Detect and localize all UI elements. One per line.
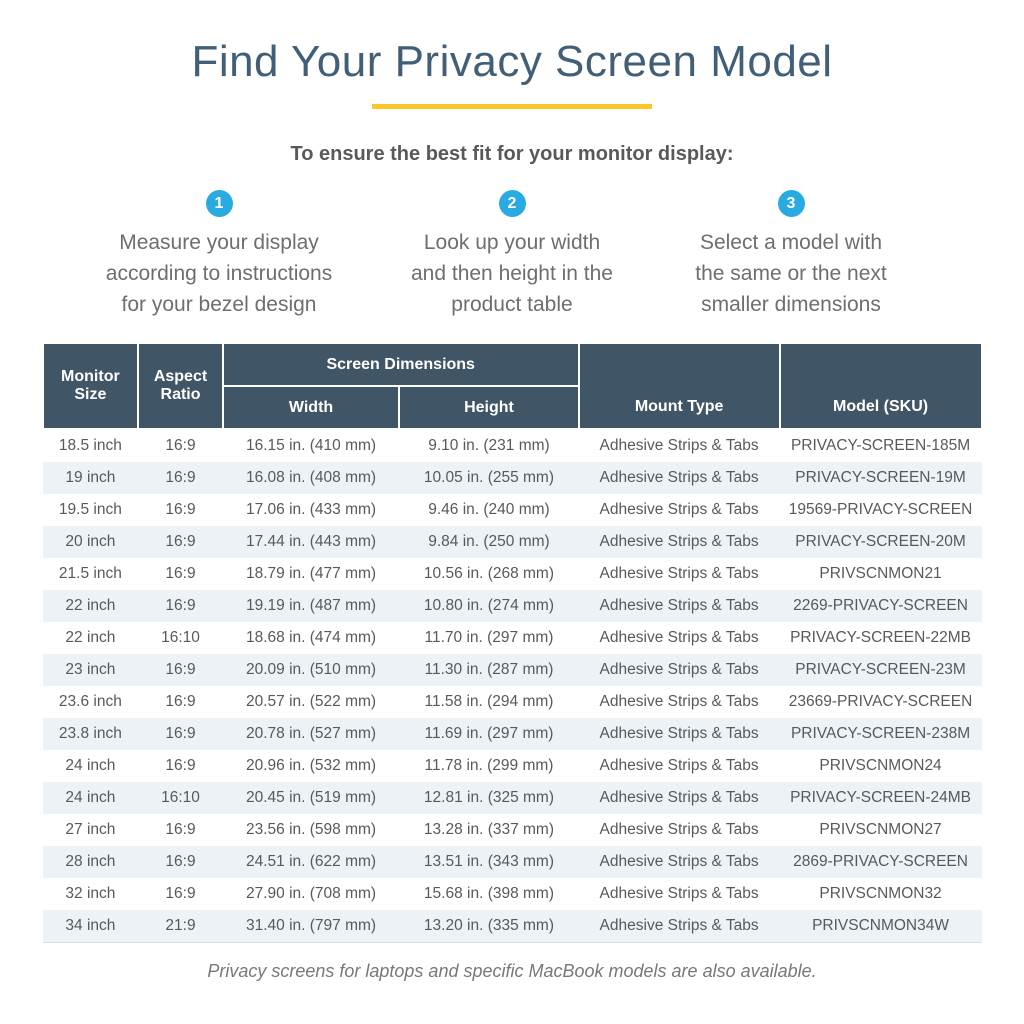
- width-cell: 20.09 in. (510 mm): [245, 661, 377, 679]
- model-sku-cell: 2269-PRIVACY-SCREEN: [793, 597, 968, 615]
- step-text-line: smaller dimensions: [701, 293, 881, 317]
- step-text-line: Select a model with: [699, 231, 883, 255]
- monitor-size-cell: 24 inch: [65, 789, 116, 807]
- aspect-ratio-cell: 16:9: [165, 725, 196, 743]
- product-table: [42, 342, 983, 943]
- table-row: [43, 558, 982, 590]
- step-1-text: [60, 227, 378, 320]
- title-underline: [372, 104, 652, 109]
- monitor-size-cell: 23.6 inch: [58, 693, 122, 711]
- width-cell: 20.45 in. (519 mm): [245, 789, 377, 807]
- aspect-ratio-cell: 16:9: [165, 565, 196, 583]
- monitor-size-cell: 27 inch: [65, 821, 116, 839]
- monitor-size-cell: 23.8 inch: [58, 725, 122, 743]
- table-row: [43, 654, 982, 686]
- model-sku-cell: PRIVSCNMON27: [819, 821, 942, 839]
- aspect-ratio-cell: 16:9: [165, 469, 196, 487]
- table-row: [43, 846, 982, 878]
- model-sku-cell: PRIVACY-SCREEN-23M: [795, 661, 966, 679]
- aspect-ratio-cell: 16:9: [165, 821, 196, 839]
- monitor-size-cell: 22 inch: [65, 629, 116, 647]
- aspect-ratio-cell: 16:9: [165, 597, 196, 615]
- aspect-ratio-cell: 16:9: [165, 757, 196, 775]
- col-header-aspect-ratio: Aspect Ratio: [138, 343, 223, 429]
- model-sku-cell: 23669-PRIVACY-SCREEN: [788, 693, 973, 711]
- aspect-ratio-cell: 16:10: [161, 629, 200, 647]
- mount-type-cell: Adhesive Strips & Tabs: [599, 853, 759, 871]
- table-row: [43, 686, 982, 718]
- aspect-ratio-cell: 16:9: [165, 853, 196, 871]
- step-text-line: the same or the next: [695, 262, 887, 286]
- step-text-line: product table: [451, 293, 573, 317]
- col-header-width: Width: [223, 386, 400, 429]
- mount-type-cell: Adhesive Strips & Tabs: [599, 725, 759, 743]
- model-sku-cell: PRIVACY-SCREEN-22MB: [790, 629, 971, 647]
- model-sku-cell: PRIVACY-SCREEN-24MB: [790, 789, 971, 807]
- mount-type-cell: Adhesive Strips & Tabs: [599, 597, 759, 615]
- height-cell: 13.28 in. (337 mm): [423, 821, 555, 839]
- width-cell: 20.57 in. (522 mm): [245, 693, 377, 711]
- mount-type-cell: Adhesive Strips & Tabs: [599, 693, 759, 711]
- aspect-ratio-cell: 16:9: [165, 533, 196, 551]
- step-text-line: and then height in the: [410, 262, 613, 286]
- footnote: Privacy screens for laptops and specific MacBook models are also available.: [207, 961, 817, 982]
- monitor-size-cell: 21.5 inch: [58, 565, 122, 583]
- monitor-size-cell: 24 inch: [65, 757, 116, 775]
- mount-type-cell: Adhesive Strips & Tabs: [599, 565, 759, 583]
- table-row: [43, 814, 982, 846]
- height-cell: 10.05 in. (255 mm): [423, 469, 555, 487]
- aspect-ratio-cell: 16:10: [161, 789, 200, 807]
- col-header-height: Height: [399, 386, 578, 429]
- mount-type-cell: Adhesive Strips & Tabs: [599, 501, 759, 519]
- mount-type-cell: Adhesive Strips & Tabs: [599, 885, 759, 903]
- model-sku-cell: PRIVSCNMON24: [819, 757, 942, 775]
- height-cell: 9.84 in. (250 mm): [428, 533, 550, 551]
- width-cell: 20.96 in. (532 mm): [245, 757, 377, 775]
- step-1-number-badge: 1: [206, 190, 233, 217]
- mount-type-cell: Adhesive Strips & Tabs: [599, 789, 759, 807]
- aspect-ratio-cell: 16:9: [165, 885, 196, 903]
- step-2: [362, 190, 662, 320]
- page-title: Find Your Privacy Screen Model: [191, 37, 833, 86]
- monitor-size-cell: 22 inch: [65, 597, 116, 615]
- step-text-line: according to instructions: [105, 262, 333, 286]
- subtitle: To ensure the best fit for your monitor display:: [290, 143, 734, 166]
- height-cell: 13.20 in. (335 mm): [423, 917, 555, 935]
- steps-section: [0, 190, 1024, 332]
- step-3: [652, 190, 930, 320]
- width-cell: 18.68 in. (474 mm): [245, 629, 377, 647]
- step-2-number-badge: 2: [499, 190, 526, 217]
- table-row: [43, 750, 982, 782]
- model-sku-cell: PRIVSCNMON21: [819, 565, 942, 583]
- step-3-number-badge: 3: [778, 190, 805, 217]
- table-row: [43, 878, 982, 910]
- mount-type-cell: Adhesive Strips & Tabs: [599, 629, 759, 647]
- width-cell: 17.44 in. (443 mm): [245, 533, 377, 551]
- col-header-monitor-size: Monitor Size: [43, 343, 139, 429]
- width-cell: 17.06 in. (433 mm): [245, 501, 377, 519]
- step-3-text: [652, 227, 930, 320]
- table-header: [43, 343, 982, 429]
- width-cell: 20.78 in. (527 mm): [245, 725, 377, 743]
- table-row: [43, 622, 982, 654]
- monitor-size-cell: 23 inch: [65, 661, 116, 679]
- step-text-line: for your bezel design: [121, 293, 317, 317]
- height-cell: 11.69 in. (297 mm): [424, 725, 554, 743]
- step-2-text: [362, 227, 662, 320]
- height-cell: 9.46 in. (240 mm): [428, 501, 550, 519]
- col-header-model-sku: Model (SKU): [780, 343, 982, 429]
- mount-type-cell: Adhesive Strips & Tabs: [599, 821, 759, 839]
- aspect-ratio-cell: 16:9: [165, 501, 196, 519]
- width-cell: 31.40 in. (797 mm): [245, 917, 377, 935]
- table-row: [43, 429, 982, 462]
- height-cell: 11.30 in. (287 mm): [424, 661, 554, 679]
- monitor-size-cell: 34 inch: [65, 917, 116, 935]
- monitor-size-cell: 32 inch: [65, 885, 116, 903]
- mount-type-cell: Adhesive Strips & Tabs: [599, 661, 759, 679]
- width-cell: 24.51 in. (622 mm): [245, 853, 377, 871]
- monitor-size-cell: 19 inch: [65, 469, 116, 487]
- aspect-ratio-cell: 16:9: [165, 693, 196, 711]
- height-cell: 11.70 in. (297 mm): [424, 629, 554, 647]
- model-sku-cell: PRIVACY-SCREEN-19M: [795, 469, 966, 487]
- height-cell: 9.10 in. (231 mm): [428, 437, 550, 455]
- mount-type-cell: Adhesive Strips & Tabs: [599, 757, 759, 775]
- width-cell: 23.56 in. (598 mm): [245, 821, 377, 839]
- width-cell: 19.19 in. (487 mm): [245, 597, 377, 615]
- step-1: [60, 190, 378, 320]
- height-cell: 10.56 in. (268 mm): [423, 565, 555, 583]
- mount-type-cell: Adhesive Strips & Tabs: [599, 917, 759, 935]
- height-cell: 11.78 in. (299 mm): [424, 757, 554, 775]
- step-text-line: Measure your display: [119, 231, 319, 255]
- aspect-ratio-cell: 16:9: [165, 661, 196, 679]
- height-cell: 11.58 in. (294 mm): [424, 693, 554, 711]
- monitor-size-cell: 28 inch: [65, 853, 116, 871]
- monitor-size-cell: 19.5 inch: [58, 501, 122, 519]
- model-sku-cell: PRIVACY-SCREEN-20M: [795, 533, 966, 551]
- table-row: [43, 910, 982, 943]
- width-cell: 16.15 in. (410 mm): [245, 437, 377, 455]
- step-text-line: Look up your width: [423, 231, 601, 255]
- table-row: [43, 462, 982, 494]
- model-sku-cell: PRIVACY-SCREEN-185M: [790, 437, 971, 455]
- col-header-screen-dimensions: Screen Dimensions: [223, 343, 579, 386]
- table-row: [43, 718, 982, 750]
- aspect-ratio-cell: 21:9: [165, 917, 196, 935]
- height-cell: 12.81 in. (325 mm): [423, 789, 555, 807]
- col-header-mount-type: Mount Type: [579, 343, 780, 429]
- table-row: [43, 526, 982, 558]
- mount-type-cell: Adhesive Strips & Tabs: [599, 437, 759, 455]
- height-cell: 13.51 in. (343 mm): [423, 853, 555, 871]
- mount-type-cell: Adhesive Strips & Tabs: [599, 469, 759, 487]
- model-sku-cell: PRIVSCNMON34W: [812, 917, 949, 935]
- table-body: [43, 429, 982, 943]
- width-cell: 27.90 in. (708 mm): [245, 885, 377, 903]
- table-row: [43, 782, 982, 814]
- mount-type-cell: Adhesive Strips & Tabs: [599, 533, 759, 551]
- monitor-size-cell: 20 inch: [65, 533, 116, 551]
- model-sku-cell: PRIVSCNMON32: [819, 885, 942, 903]
- aspect-ratio-cell: 16:9: [165, 437, 196, 455]
- height-cell: 10.80 in. (274 mm): [423, 597, 555, 615]
- table-row: [43, 494, 982, 526]
- width-cell: 16.08 in. (408 mm): [245, 469, 377, 487]
- width-cell: 18.79 in. (477 mm): [245, 565, 377, 583]
- table-row: [43, 590, 982, 622]
- monitor-size-cell: 18.5 inch: [58, 437, 122, 455]
- model-sku-cell: PRIVACY-SCREEN-238M: [790, 725, 971, 743]
- height-cell: 15.68 in. (398 mm): [423, 885, 555, 903]
- model-sku-cell: 19569-PRIVACY-SCREEN: [788, 501, 973, 519]
- model-sku-cell: 2869-PRIVACY-SCREEN: [793, 853, 968, 871]
